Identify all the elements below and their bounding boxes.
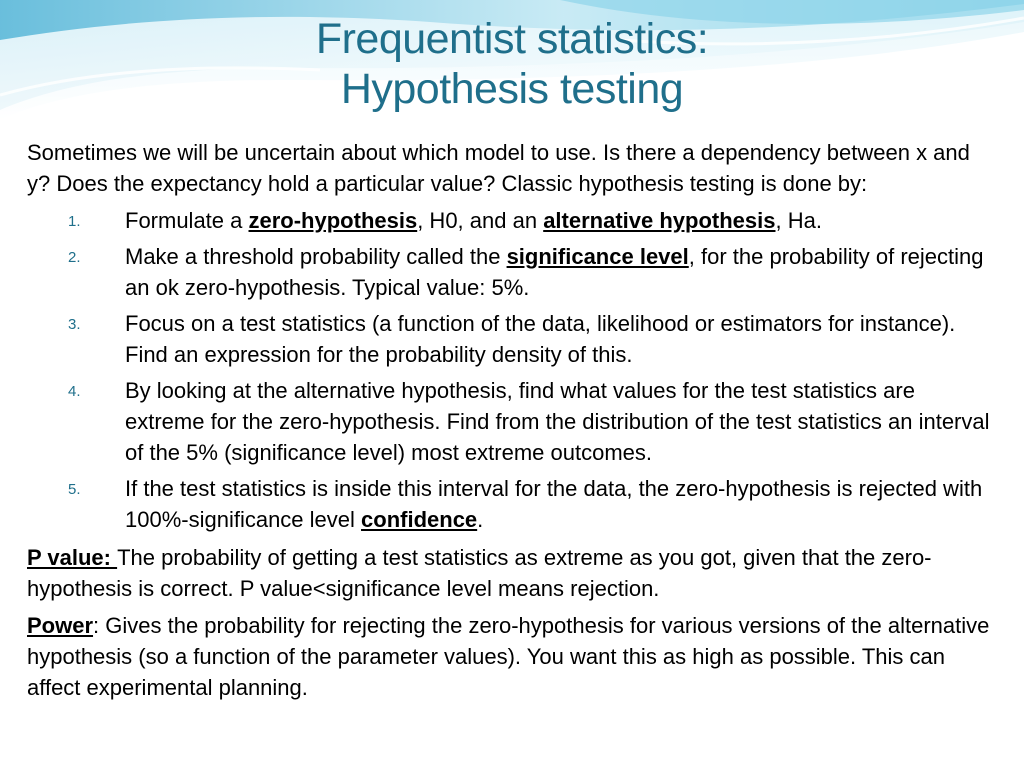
- list-item-text: By looking at the alternative hypothesis, find what values for the test statistics are extreme for the zero-hypothesis. Find from the distribution of the test statistics an interval of the 5% (significance level) most extreme outcomes.: [125, 378, 990, 465]
- list-item: [27, 473, 997, 535]
- slide-title-line-2: Hypothesis testing: [340, 65, 684, 113]
- slide-body: [27, 137, 997, 709]
- p-value-label: P value:: [27, 545, 118, 570]
- list-item-text: .: [477, 507, 484, 532]
- intro-paragraph: Sometimes we will be uncertain about which model to use. Is there a dependency between x and y? Does the expectancy hold a particular value? Classic hypothesis testing is done by:: [27, 140, 970, 196]
- list-item-number: 5.: [68, 481, 81, 498]
- list-item-text: Focus on a test statistics (a function of the data, likelihood or estimators for instance). Find an expression for the probability density of this.: [125, 311, 956, 367]
- list-item-text: Make a threshold probability called the: [125, 244, 507, 269]
- power-text: : Gives the probability for rejecting the zero-hypothesis for various versions of the alternative hypothesis (so a function of the parameter values). You want this as high as possible. This can affect experimental planning.: [27, 613, 990, 700]
- list-item-number: 1.: [68, 213, 81, 230]
- keyword-alternative-hypothesis: alternative hypothesis: [543, 208, 776, 233]
- list-item-number: 2.: [68, 249, 81, 266]
- list-item-number: 4.: [68, 383, 81, 400]
- power-paragraph: [27, 610, 997, 703]
- list-item: [27, 241, 997, 303]
- list-item-text: , Ha.: [775, 208, 822, 233]
- list-item-text: Formulate a: [125, 208, 249, 233]
- keyword-confidence: confidence: [361, 507, 478, 532]
- p-value-paragraph: [27, 542, 997, 604]
- keyword-significance-level: significance level: [506, 244, 689, 269]
- list-item-number: 3.: [68, 316, 81, 333]
- list-item-text: , H0, and an: [417, 208, 544, 233]
- list-item-text: , for the probability of rejecting an ok zero-hypothesis. Typical value: 5%.: [125, 244, 984, 300]
- list-item: [27, 205, 997, 236]
- list-item: [27, 375, 997, 468]
- p-value-text: The probability of getting a test statistics as extreme as you got, given that the zero-hypothesis is correct. P value<significance level means rejection.: [27, 545, 932, 601]
- list-item-text: If the test statistics is inside this interval for the data, the zero-hypothesis is rejected with 100%-significance level: [125, 476, 983, 532]
- list-item: [27, 308, 997, 370]
- keyword-zero-hypothesis: zero-hypothesis: [248, 208, 418, 233]
- power-label: Power: [27, 613, 94, 638]
- slide-title: [0, 14, 1024, 114]
- slide-title-line-1: Frequentist statistics:: [315, 15, 709, 63]
- steps-list: [27, 205, 997, 535]
